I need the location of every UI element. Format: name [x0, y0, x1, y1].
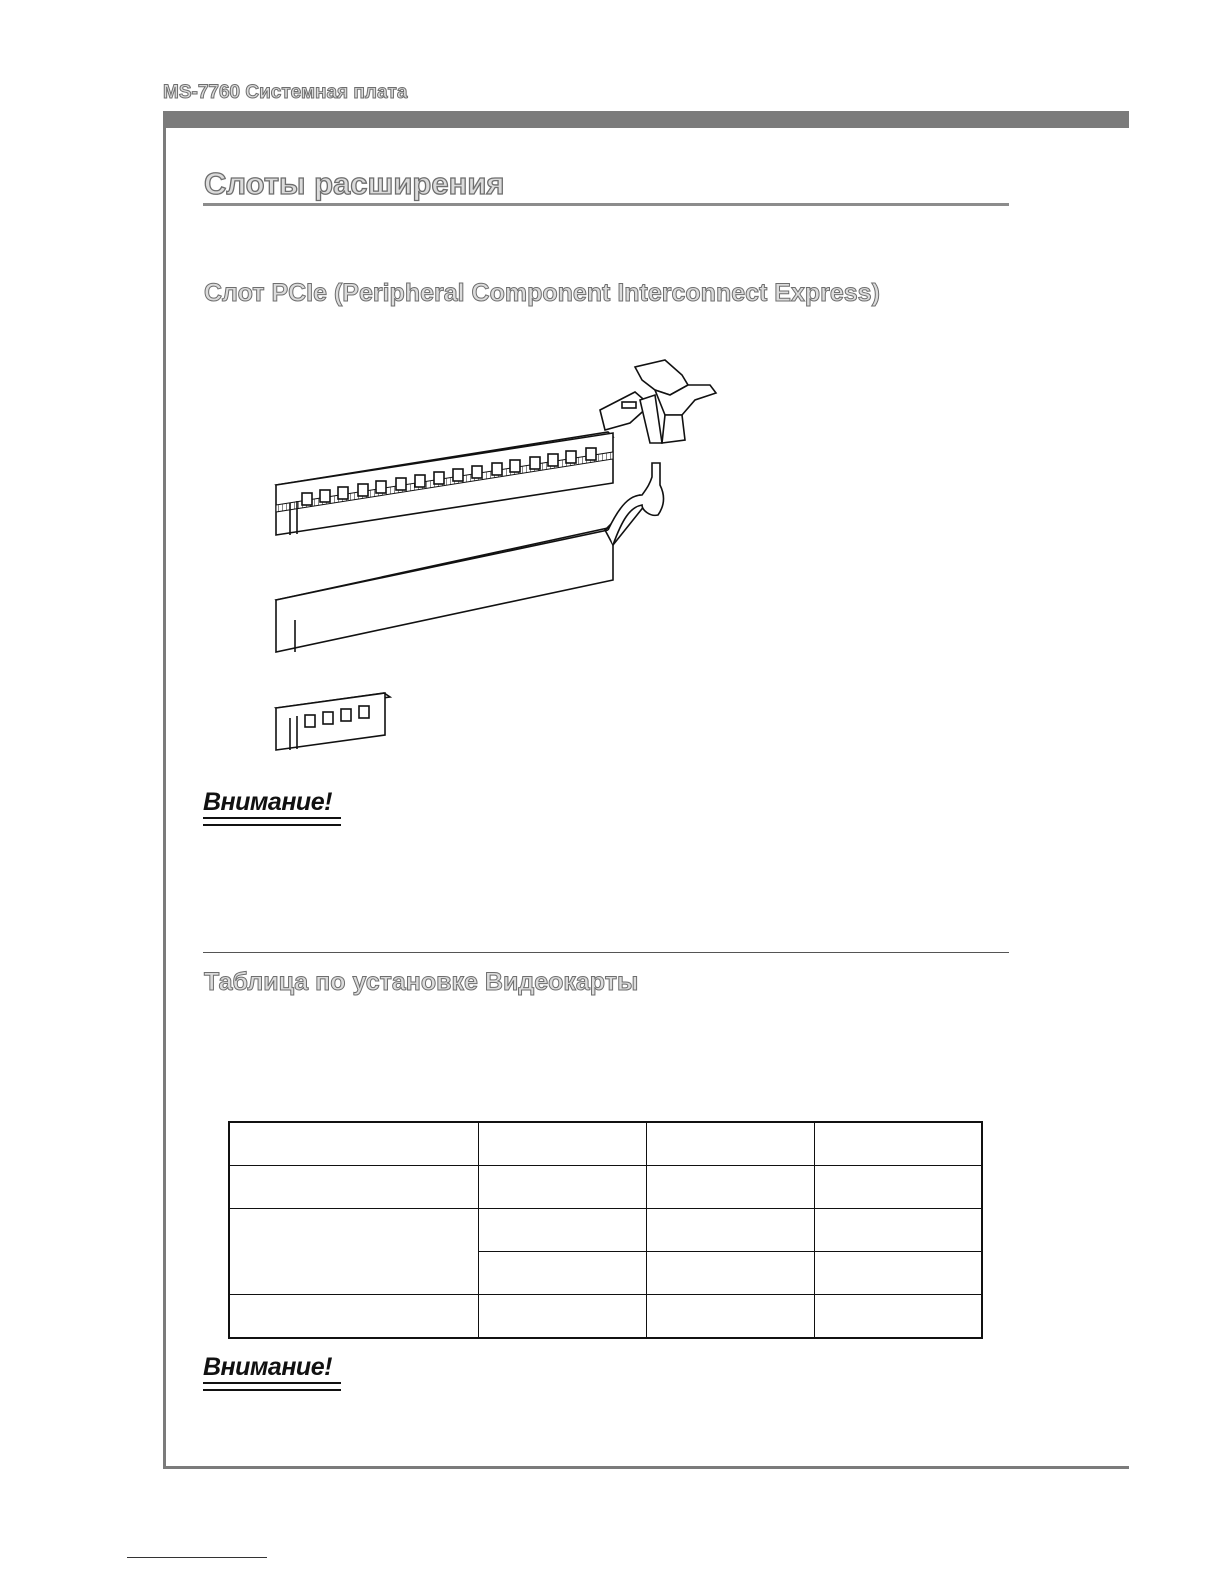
pcie-slots-illustration: [270, 355, 730, 760]
table-cell: [478, 1122, 646, 1166]
table-cell: [229, 1122, 478, 1166]
attention-label: Внимание!: [203, 1353, 332, 1381]
table-cell: [478, 1166, 646, 1209]
footer-rule: [127, 1557, 267, 1558]
table-cell: [229, 1209, 478, 1295]
table-cell: [814, 1122, 982, 1166]
table-cell: [814, 1295, 982, 1339]
table-cell: [814, 1166, 982, 1209]
table-cell: [646, 1209, 814, 1252]
table-header-row: [229, 1122, 982, 1166]
table-cell: [646, 1295, 814, 1339]
attention-underline: [203, 1382, 341, 1391]
section-divider: [203, 952, 1009, 953]
section-title: Слоты расширения: [204, 166, 505, 201]
table-cell: [229, 1166, 478, 1209]
table-row: [229, 1209, 982, 1252]
table-cell: [478, 1295, 646, 1339]
subsection-title: Слот PCIe (Peripheral Component Interconnect Express): [204, 279, 880, 307]
attention-underline: [203, 817, 341, 826]
table-row: [229, 1166, 982, 1209]
running-title: MS-7760 Системная плата: [163, 82, 408, 103]
table-cell: [814, 1252, 982, 1295]
table-cell: [646, 1252, 814, 1295]
pcie-x1-slot-icon: [276, 693, 390, 750]
table-title: Таблица по установке Видеокарты: [204, 968, 639, 996]
section-underline: [203, 203, 1009, 206]
table-cell: [646, 1166, 814, 1209]
left-margin-rule: [163, 111, 166, 1469]
table-cell: [814, 1209, 982, 1252]
table-row: [229, 1295, 982, 1339]
bottom-rule: [163, 1466, 1129, 1469]
header-bar: [163, 111, 1129, 128]
table-cell: [229, 1295, 478, 1339]
table-cell: [646, 1122, 814, 1166]
table-cell: [478, 1209, 646, 1252]
vga-install-table: [228, 1121, 983, 1339]
attention-label: Внимание!: [203, 788, 332, 816]
table-cell: [478, 1252, 646, 1295]
